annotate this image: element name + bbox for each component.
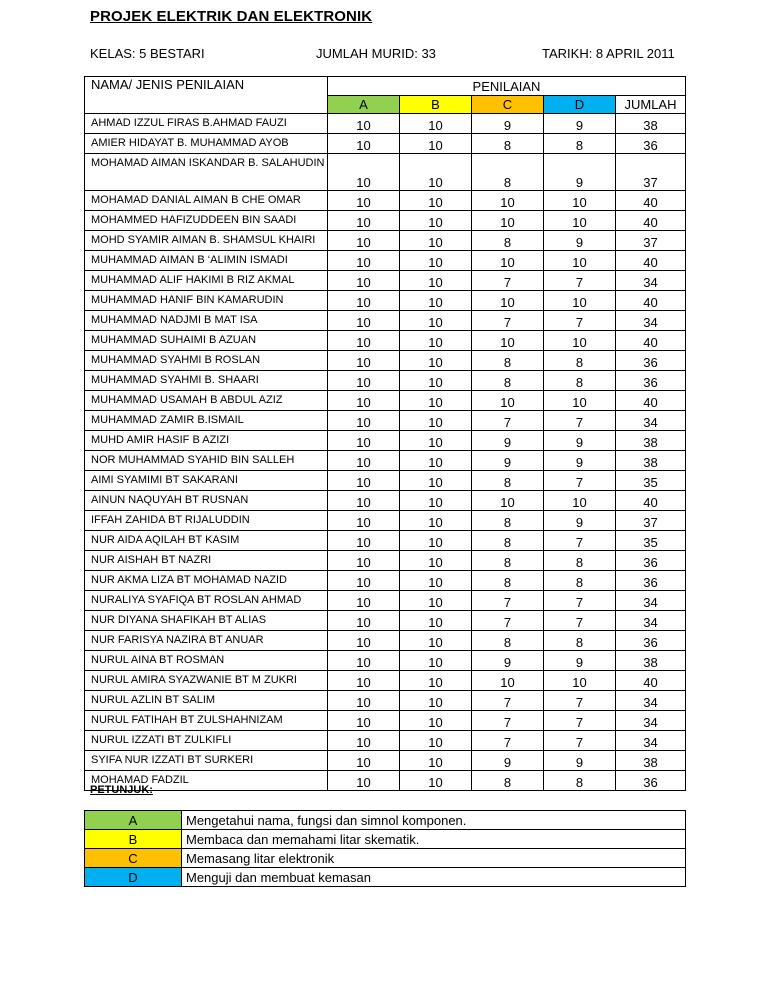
score-total: 37 (616, 231, 686, 251)
student-name: AHMAD IZZUL FIRAS B.AHMAD FAUZI (85, 114, 328, 134)
table-row (85, 771, 686, 791)
score-c: 10 (472, 251, 544, 271)
column-header-jumlah: JUMLAH (616, 96, 686, 114)
score-total: 38 (616, 451, 686, 471)
score-b: 10 (400, 134, 472, 154)
score-b: 10 (400, 611, 472, 631)
assessment-table (84, 76, 686, 791)
score-d: 10 (544, 491, 616, 511)
score-b: 10 (400, 211, 472, 231)
score-c: 7 (472, 731, 544, 751)
student-name: AINUN NAQUYAH BT RUSNAN (85, 491, 328, 511)
score-c: 9 (472, 651, 544, 671)
score-b: 10 (400, 631, 472, 651)
score-total: 38 (616, 751, 686, 771)
table-row (85, 531, 686, 551)
score-b: 10 (400, 651, 472, 671)
score-a: 10 (328, 431, 400, 451)
class-label: KELAS: 5 BESTARI (90, 46, 205, 61)
score-c: 10 (472, 671, 544, 691)
score-c: 8 (472, 771, 544, 791)
score-b: 10 (400, 191, 472, 211)
score-total: 38 (616, 431, 686, 451)
score-b: 10 (400, 551, 472, 571)
legend-description: Menguji dan membuat kemasan (182, 868, 686, 887)
score-d: 10 (544, 391, 616, 411)
score-total: 36 (616, 571, 686, 591)
student-name: NUR AKMA LIZA BT MOHAMAD NAZID (85, 571, 328, 591)
score-a: 10 (328, 751, 400, 771)
score-d: 9 (544, 231, 616, 251)
table-header-row (85, 77, 686, 96)
score-a: 10 (328, 651, 400, 671)
student-name: MOHAMMED HAFIZUDDEEN BIN SAADI (85, 211, 328, 231)
score-c: 8 (472, 351, 544, 371)
table-row (85, 351, 686, 371)
score-c: 9 (472, 431, 544, 451)
score-b: 10 (400, 271, 472, 291)
score-d: 7 (544, 691, 616, 711)
score-total: 34 (616, 611, 686, 631)
score-d: 7 (544, 611, 616, 631)
column-header-b: B (400, 96, 472, 114)
score-c: 8 (472, 551, 544, 571)
table-row (85, 371, 686, 391)
score-a: 10 (328, 511, 400, 531)
score-a: 10 (328, 711, 400, 731)
score-b: 10 (400, 154, 472, 191)
score-d: 8 (544, 571, 616, 591)
score-c: 8 (472, 571, 544, 591)
score-a: 10 (328, 231, 400, 251)
student-name: MUHAMMAD SYAHMI B. SHAARI (85, 371, 328, 391)
student-count-label: JUMLAH MURID: 33 (316, 46, 436, 61)
score-a: 10 (328, 351, 400, 371)
score-c: 8 (472, 531, 544, 551)
score-c: 10 (472, 391, 544, 411)
score-c: 10 (472, 291, 544, 311)
score-total: 34 (616, 411, 686, 431)
score-d: 8 (544, 371, 616, 391)
score-c: 10 (472, 191, 544, 211)
table-row (85, 451, 686, 471)
score-c: 7 (472, 271, 544, 291)
score-c: 7 (472, 611, 544, 631)
score-d: 8 (544, 351, 616, 371)
score-total: 36 (616, 134, 686, 154)
column-header-a: A (328, 96, 400, 114)
score-a: 10 (328, 451, 400, 471)
score-c: 8 (472, 471, 544, 491)
student-name: MUHAMMAD HANIF BIN KAMARUDIN (85, 291, 328, 311)
table-row (85, 711, 686, 731)
score-total: 36 (616, 371, 686, 391)
score-b: 10 (400, 571, 472, 591)
score-c: 9 (472, 751, 544, 771)
score-total: 38 (616, 114, 686, 134)
score-b: 10 (400, 391, 472, 411)
score-b: 10 (400, 251, 472, 271)
score-a: 10 (328, 211, 400, 231)
score-total: 34 (616, 311, 686, 331)
table-row (85, 551, 686, 571)
score-a: 10 (328, 591, 400, 611)
score-d: 7 (544, 731, 616, 751)
score-total: 40 (616, 291, 686, 311)
student-name: MUHAMMAD SUHAIMI B AZUAN (85, 331, 328, 351)
table-row (85, 511, 686, 531)
score-a: 10 (328, 411, 400, 431)
table-row (85, 391, 686, 411)
score-a: 10 (328, 471, 400, 491)
score-b: 10 (400, 311, 472, 331)
table-row (85, 431, 686, 451)
score-total: 35 (616, 531, 686, 551)
score-b: 10 (400, 351, 472, 371)
score-total: 34 (616, 691, 686, 711)
score-total: 36 (616, 771, 686, 791)
student-name: NUR FARISYA NAZIRA BT ANUAR (85, 631, 328, 651)
score-d: 7 (544, 271, 616, 291)
legend-code: B (85, 830, 182, 849)
legend-code: C (85, 849, 182, 868)
student-name: MUHAMMAD NADJMI B MAT ISA (85, 311, 328, 331)
score-b: 10 (400, 531, 472, 551)
score-d: 8 (544, 551, 616, 571)
table-row (85, 471, 686, 491)
student-name: MUHD AMIR HASIF B AZIZI (85, 431, 328, 451)
table-row (85, 671, 686, 691)
score-a: 10 (328, 671, 400, 691)
table-row (85, 291, 686, 311)
table-row (85, 271, 686, 291)
score-a: 10 (328, 251, 400, 271)
score-b: 10 (400, 291, 472, 311)
score-a: 10 (328, 491, 400, 511)
score-c: 9 (472, 451, 544, 471)
score-total: 36 (616, 551, 686, 571)
score-a: 10 (328, 691, 400, 711)
table-row (85, 191, 686, 211)
score-b: 10 (400, 711, 472, 731)
score-c: 7 (472, 711, 544, 731)
student-name: NURUL FATIHAH BT ZULSHAHNIZAM (85, 711, 328, 731)
score-b: 10 (400, 591, 472, 611)
score-c: 8 (472, 631, 544, 651)
table-row (85, 751, 686, 771)
score-c: 10 (472, 491, 544, 511)
legend-row (85, 830, 686, 849)
table-row (85, 631, 686, 651)
table-row (85, 134, 686, 154)
score-c: 10 (472, 211, 544, 231)
score-b: 10 (400, 471, 472, 491)
score-d: 10 (544, 251, 616, 271)
table-row (85, 491, 686, 511)
score-d: 7 (544, 711, 616, 731)
score-c: 10 (472, 331, 544, 351)
student-name: MUHAMMAD SYAHMI B ROSLAN (85, 351, 328, 371)
student-name: NUR DIYANA SHAFIKAH BT ALIAS (85, 611, 328, 631)
score-total: 40 (616, 391, 686, 411)
score-d: 9 (544, 431, 616, 451)
score-total: 40 (616, 491, 686, 511)
table-row (85, 571, 686, 591)
student-name: NURALIYA SYAFIQA BT ROSLAN AHMAD (85, 591, 328, 611)
student-name: NURUL AINA BT ROSMAN (85, 651, 328, 671)
table-row (85, 411, 686, 431)
student-name: MUHAMMAD ZAMIR B.ISMAIL (85, 411, 328, 431)
score-a: 10 (328, 154, 400, 191)
score-b: 10 (400, 511, 472, 531)
score-a: 10 (328, 571, 400, 591)
score-b: 10 (400, 451, 472, 471)
score-total: 40 (616, 331, 686, 351)
legend-description: Membaca dan memahami litar skematik. (182, 830, 686, 849)
score-c: 8 (472, 511, 544, 531)
score-total: 40 (616, 211, 686, 231)
table-row (85, 651, 686, 671)
score-d: 10 (544, 331, 616, 351)
legend-row (85, 849, 686, 868)
score-c: 7 (472, 591, 544, 611)
score-d: 9 (544, 451, 616, 471)
score-total: 38 (616, 651, 686, 671)
score-a: 10 (328, 291, 400, 311)
student-name: MOHAMAD FADZIL (85, 771, 328, 791)
score-a: 10 (328, 391, 400, 411)
score-d: 10 (544, 191, 616, 211)
score-c: 7 (472, 411, 544, 431)
score-b: 10 (400, 491, 472, 511)
score-total: 34 (616, 591, 686, 611)
table-row (85, 114, 686, 134)
score-a: 10 (328, 134, 400, 154)
student-name: AIMI SYAMIMI BT SAKARANI (85, 471, 328, 491)
legend-table (84, 810, 686, 887)
table-row (85, 331, 686, 351)
score-a: 10 (328, 311, 400, 331)
score-d: 8 (544, 631, 616, 651)
score-c: 9 (472, 114, 544, 134)
score-b: 10 (400, 431, 472, 451)
legend-title: PETUNJUK: (90, 784, 153, 796)
legend-code: A (85, 811, 182, 830)
column-header-d: D (544, 96, 616, 114)
score-total: 36 (616, 631, 686, 651)
score-d: 7 (544, 311, 616, 331)
legend-code: D (85, 868, 182, 887)
student-name: NOR MUHAMMAD SYAHID BIN SALLEH (85, 451, 328, 471)
student-name: NURUL IZZATI BT ZULKIFLI (85, 731, 328, 751)
score-d: 10 (544, 671, 616, 691)
student-name: MOHD SYAMIR AIMAN B. SHAMSUL KHAIRI (85, 231, 328, 251)
score-b: 10 (400, 751, 472, 771)
score-c: 7 (472, 311, 544, 331)
score-c: 8 (472, 154, 544, 191)
score-d: 9 (544, 751, 616, 771)
score-b: 10 (400, 671, 472, 691)
student-name: SYIFA NUR IZZATI BT SURKERI (85, 751, 328, 771)
score-total: 34 (616, 731, 686, 751)
score-d: 10 (544, 291, 616, 311)
table-row (85, 611, 686, 631)
score-total: 34 (616, 271, 686, 291)
date-label: TARIKH: 8 APRIL 2011 (542, 46, 675, 61)
score-total: 36 (616, 351, 686, 371)
score-a: 10 (328, 331, 400, 351)
score-a: 10 (328, 271, 400, 291)
score-d: 8 (544, 134, 616, 154)
score-total: 35 (616, 471, 686, 491)
score-b: 10 (400, 114, 472, 134)
score-d: 8 (544, 771, 616, 791)
score-c: 8 (472, 231, 544, 251)
score-b: 10 (400, 691, 472, 711)
score-a: 10 (328, 731, 400, 751)
score-a: 10 (328, 771, 400, 791)
legend-row (85, 811, 686, 830)
student-name: MUHAMMAD USAMAH B ABDUL AZIZ (85, 391, 328, 411)
student-name: MOHAMAD DANIAL AIMAN B CHE OMAR (85, 191, 328, 211)
score-b: 10 (400, 411, 472, 431)
score-d: 7 (544, 591, 616, 611)
score-total: 40 (616, 671, 686, 691)
student-name: AMIER HIDAYAT B. MUHAMMAD AYOB (85, 134, 328, 154)
score-d: 9 (544, 154, 616, 191)
student-name: MUHAMMAD ALIF HAKIMI B RIZ AKMAL (85, 271, 328, 291)
score-a: 10 (328, 631, 400, 651)
score-c: 8 (472, 371, 544, 391)
score-a: 10 (328, 114, 400, 134)
score-d: 9 (544, 511, 616, 531)
table-row (85, 154, 686, 191)
student-name: MOHAMAD AIMAN ISKANDAR B. SALAHUDIN (85, 154, 328, 191)
score-total: 40 (616, 251, 686, 271)
score-a: 10 (328, 371, 400, 391)
score-d: 9 (544, 114, 616, 134)
student-name: NURUL AMIRA SYAZWANIE BT M ZUKRI (85, 671, 328, 691)
score-c: 7 (472, 691, 544, 711)
score-a: 10 (328, 551, 400, 571)
student-name: IFFAH ZAHIDA BT RIJALUDDIN (85, 511, 328, 531)
table-row (85, 311, 686, 331)
score-d: 7 (544, 531, 616, 551)
student-name: NUR AIDA AQILAH BT KASIM (85, 531, 328, 551)
table-row (85, 591, 686, 611)
score-d: 10 (544, 211, 616, 231)
table-row (85, 251, 686, 271)
score-total: 40 (616, 191, 686, 211)
score-b: 10 (400, 731, 472, 751)
legend-description: Memasang litar elektronik (182, 849, 686, 868)
student-name: NUR AISHAH BT NAZRI (85, 551, 328, 571)
legend-description: Mengetahui nama, fungsi dan simnol komponen. (182, 811, 686, 830)
score-a: 10 (328, 531, 400, 551)
score-c: 8 (472, 134, 544, 154)
table-row (85, 731, 686, 751)
score-total: 37 (616, 154, 686, 191)
student-name: MUHAMMAD AIMAN B ‘ALIMIN ISMADI (85, 251, 328, 271)
score-total: 37 (616, 511, 686, 531)
student-name: NURUL AZLIN BT SALIM (85, 691, 328, 711)
score-b: 10 (400, 231, 472, 251)
score-a: 10 (328, 611, 400, 631)
score-a: 10 (328, 191, 400, 211)
table-row (85, 231, 686, 251)
penilaian-header: PENILAIAN (328, 77, 686, 96)
table-row (85, 691, 686, 711)
table-row (85, 211, 686, 231)
document-title: PROJEK ELEKTRIK DAN ELEKTRONIK (90, 8, 373, 25)
score-b: 10 (400, 771, 472, 791)
score-d: 7 (544, 471, 616, 491)
score-b: 10 (400, 371, 472, 391)
column-header-c: C (472, 96, 544, 114)
name-column-header: NAMA/ JENIS PENILAIAN (85, 77, 328, 114)
score-b: 10 (400, 331, 472, 351)
score-total: 34 (616, 711, 686, 731)
score-d: 9 (544, 651, 616, 671)
legend-row (85, 868, 686, 887)
score-d: 7 (544, 411, 616, 431)
